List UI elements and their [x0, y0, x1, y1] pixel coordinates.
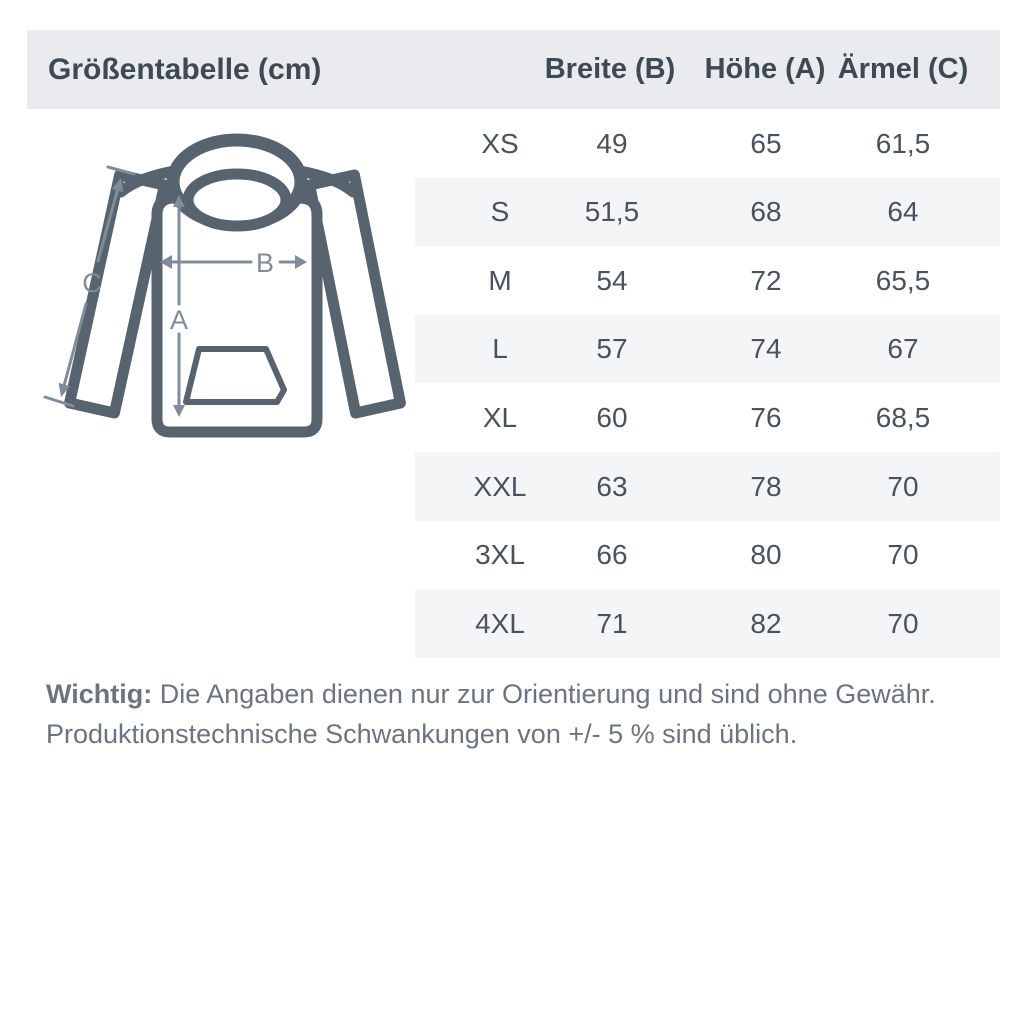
- table-row-m: [415, 246, 1000, 315]
- breite-value: 71: [596, 607, 628, 639]
- size-label: 4XL: [475, 607, 525, 639]
- hoehe-value: 65: [750, 127, 782, 159]
- aermel-value: 68,5: [875, 401, 931, 433]
- breite-value: 63: [596, 470, 628, 502]
- table-row-xxl: [415, 452, 1000, 521]
- breite-value: 51,5: [584, 196, 640, 227]
- measure-label-c: C: [82, 268, 102, 298]
- breite-value: 54: [596, 264, 628, 296]
- aermel-value: 64: [887, 196, 919, 227]
- size-label: XL: [482, 401, 518, 433]
- aermel-value: 70: [887, 470, 919, 502]
- hoehe-value: 82: [750, 607, 782, 639]
- size-label: 3XL: [475, 539, 525, 570]
- chart-title: Größentabelle (cm): [48, 53, 322, 86]
- hoehe-value: 80: [750, 539, 782, 570]
- breite-value: 57: [596, 333, 628, 364]
- size-label: S: [490, 196, 510, 227]
- hoehe-value: 72: [750, 264, 782, 296]
- hoehe-value: 76: [750, 401, 782, 433]
- size-label: XXL: [473, 470, 527, 502]
- aermel-value: 70: [887, 607, 919, 639]
- table-header: [27, 30, 1000, 109]
- aermel-value: 65,5: [875, 264, 931, 296]
- aermel-value: 67: [887, 333, 919, 364]
- measure-label-a: A: [169, 305, 189, 335]
- table-row-s: [415, 178, 1000, 246]
- table-row-xl: [415, 383, 1000, 452]
- disclaimer-prefix: Wichtig:: [46, 679, 153, 709]
- disclaimer-note: [46, 674, 986, 754]
- table-row-3xl: [415, 521, 1000, 589]
- disclaimer-line-1: Wichtig: Die Angaben dienen nur zur Orientierung und sind ohne Gewähr.: [46, 679, 936, 709]
- breite-value: 60: [596, 401, 628, 433]
- hoodie-pocket: [186, 349, 284, 402]
- hoodie-right-sleeve: [310, 175, 401, 413]
- measure-label-b: B: [255, 248, 275, 278]
- hoodie-diagram: [35, 120, 425, 465]
- size-label: XS: [481, 127, 519, 159]
- size-label: M: [488, 264, 512, 296]
- hoehe-value: 74: [750, 333, 782, 364]
- breite-value: 66: [596, 539, 628, 570]
- column-header-hoehe: Höhe (A): [704, 53, 826, 85]
- aermel-value: 70: [887, 539, 919, 570]
- hoehe-value: 78: [750, 470, 782, 502]
- disclaimer-line-2: Produktionstechnische Schwankungen von +/- 5 % sind üblich.: [46, 719, 798, 749]
- aermel-value: 61,5: [875, 127, 931, 159]
- hoodie-hood-collar: [188, 174, 286, 226]
- breite-value: 49: [596, 127, 628, 159]
- column-header-breite: Breite (B): [544, 53, 676, 85]
- table-row-xs: [415, 109, 1000, 178]
- table-row-4xl: [415, 589, 1000, 658]
- hoehe-value: 68: [750, 196, 782, 227]
- table-row-l: [415, 315, 1000, 383]
- column-header-aermel: Ärmel (C): [837, 53, 969, 85]
- size-label: L: [492, 333, 508, 364]
